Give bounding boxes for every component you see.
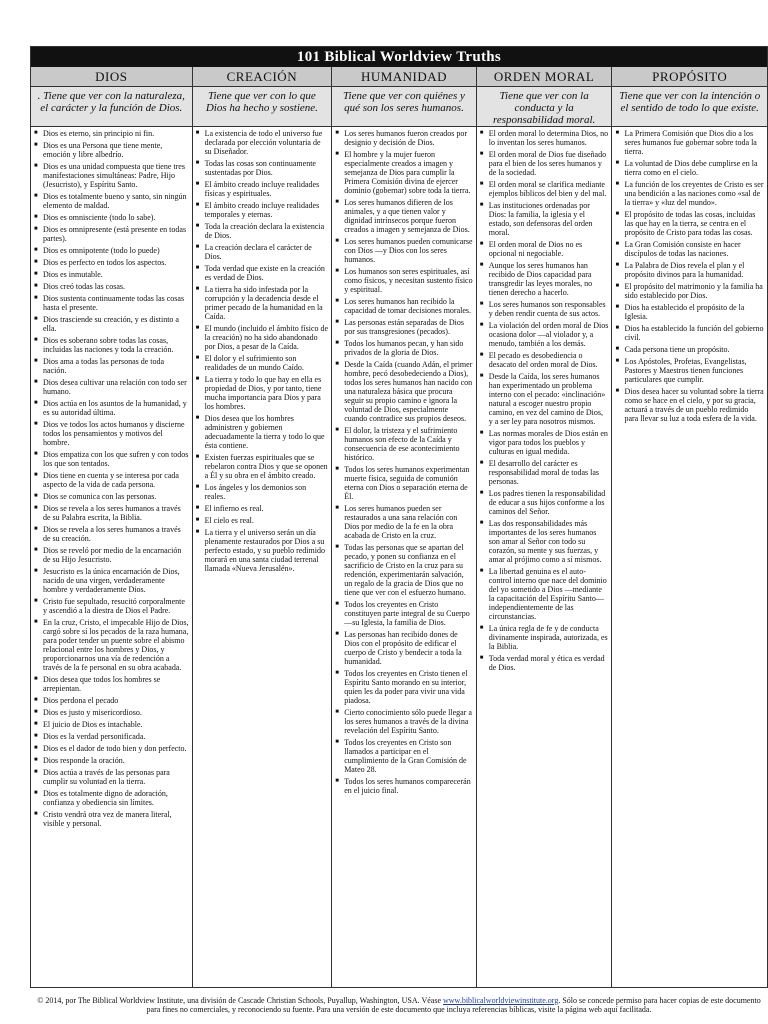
truth-item: ■ Dios es la verdad personificada. (34, 732, 189, 741)
truth-item: ■ La función de los creyentes de Cristo es ser una bendición a las naciones como «sal de la tierra» y «luz del mundo». (615, 180, 764, 207)
truth-item: ■ Todos los creyentes en Cristo constituyen parte integral de su Cuerpo —su Iglesia, la familia de Dios. (335, 600, 473, 627)
truth-item: ■ El orden moral de Dios fue diseñado para el bien de los seres humanos y de la sociedad. (480, 150, 609, 177)
truth-item: ■ La voluntad de Dios debe cumplirse en la tierra como en el cielo. (615, 159, 764, 177)
truth-item: ■ Dios actúa en los asuntos de la humanidad, y es su autoridad última. (34, 399, 189, 417)
truth-item: ■ Todas las personas que se apartan del pecado, y ponen su confianza en el sacrificio de Cristo en la cruz para su redención, experimentarán salvación, un regalo de la gracia de Dios que no tiene que ver con el esfuerzo humano. (335, 543, 473, 597)
header-proposito: PROPÓSITO (652, 69, 728, 84)
truth-item: ■ La existencia de todo el universo fue declarada por elección voluntaria de su Diseñador. (196, 129, 329, 156)
truth-item: ■ El orden moral se clarifica mediante ejemplos bíblicos del bien y del mal. (480, 180, 609, 198)
truth-item: ■ Toda la creación declara la existencia de Dios. (196, 222, 329, 240)
header-humanidad: HUMANIDAD (332, 67, 477, 86)
website-link[interactable]: www.biblicalworldviewinstitute.org (443, 996, 559, 1005)
truth-item: ■ La libertad genuina es el auto-control interno que nace del dominio del yo sometido a Dios —mediante la capacitación del Espíritu Santo— independientemente de las circunstancias. (480, 567, 609, 621)
truth-list (615, 129, 764, 423)
truth-item: ■ Dios se comunica con las personas. (34, 492, 189, 501)
truth-item: ■ Jesucristo es la única encarnación de Dios, nacido de una virgen, verdaderamente hombre y verdaderamente Dios. (34, 567, 189, 594)
truth-item: ■ Dios es una Persona que tiene mente, emoción y libre albedrío. (34, 141, 189, 159)
truth-item: ■ El ámbito creado incluye realidades físicas y espirituales. (196, 180, 329, 198)
truth-item: ■ La tierra y el universo serán un día plenamente restaurados por Dios a su perfecto estado, y su pueblo redimido morará en una santa ciudad terrenal llamada «Nueva Jerusalén». (196, 528, 329, 573)
truth-item: ■ El propósito del matrimonio y la familia ha sido establecido por Dios. (615, 282, 764, 300)
truth-item: ■ Dios responde la oración. (34, 756, 189, 765)
truth-item: ■ La violación del orden moral de Dios ocasiona dolor —al violador y, a menudo, también a los demás. (480, 321, 609, 348)
truth-item: ■ Las normas morales de Dios están en vigor para todos los pueblos y culturas en igual medida. (480, 429, 609, 456)
truth-item: ■ Dios se revela a los seres humanos a través de su Palabra escrita, la Biblia. (34, 504, 189, 522)
truth-item: ■ Dios sustenta continuamente todas las cosas hasta el presente. (34, 294, 189, 312)
truth-item: ■ Dios actúa a través de las personas para cumplir su voluntad en la tierra. (34, 768, 189, 786)
truth-item: ■ Los humanos son seres espirituales, así como físicos, y necesitan sustento físico y espiritual. (335, 267, 473, 294)
truth-item: ■ Toda verdad moral y ética es verdad de Dios. (480, 654, 609, 672)
truth-item: ■ Aunque los seres humanos han recibido de Dios capacidad para transgredir las leyes morales, no tienen derecho a hacerlo. (480, 261, 609, 297)
page-title: 101 Biblical Worldview Truths (31, 47, 767, 67)
header-dios: DIOS (31, 67, 193, 86)
description-proposito: Tiene que ver con la intención o el sentido de todo lo que existe. (612, 87, 767, 126)
truth-item: ■ La Primera Comisión que Dios dio a los seres humanos fue gobernar sobre toda la tierra. (615, 129, 764, 156)
truth-item: ■ Dios es perfecto en todos los aspectos. (34, 258, 189, 267)
truth-item: ■ El pecado es desobediencia o desacato del orden moral de Dios. (480, 351, 609, 369)
description-dios: . Tiene que ver con la naturaleza, el carácter y la función de Dios. (31, 87, 193, 126)
truth-item: ■ El mundo (incluido el ámbito físico de la creación) no ha sido abandonado por Dios, a pesar de la Caída. (196, 324, 329, 351)
truth-item: ■ Las personas han recibido dones de Dios con el propósito de edificar el cuerpo de Cristo y bendecir a toda la humanidad. (335, 630, 473, 666)
truth-item: ■ Dios trasciende su creación, y es distinto a ella. (34, 315, 189, 333)
truth-item: ■ Existen fuerzas espirituales que se rebelaron contra Dios y que se oponen a Él y su obra en el ámbito creado. (196, 453, 329, 480)
truth-item: ■ Dios desea cultivar una relación con todo ser humano. (34, 378, 189, 396)
truth-item: ■ Los seres humanos han recibido la capacidad de tomar decisiones morales. (335, 297, 473, 315)
truth-item: ■ Todos los creyentes en Cristo tienen el Espíritu Santo morando en su interior, quien les da poder para vivir una vida piadosa. (335, 669, 473, 705)
truth-list (196, 129, 329, 573)
truth-item: ■ Dios es soberano sobre todas las cosas, incluidas las naciones y toda la creación. (34, 336, 189, 354)
header-orden-moral: ORDEN MORAL (477, 67, 613, 86)
truth-item: ■ Los ángeles y los demonios son reales. (196, 483, 329, 501)
truth-item: ■ Todos los seres humanos comparecerán en el juicio final. (335, 777, 473, 795)
truth-item: ■ Las dos responsabilidades más importantes de los seres humanos son amar al Señor con todo su corazón, su mente y sus fuerzas, y amar al prójimo como a sí mismos. (480, 519, 609, 564)
truth-item: ■ Cierto conocimiento sólo puede llegar a los seres humanos a través de la divina revelación del Espíritu Santo. (335, 708, 473, 735)
description-humanidad: Tiene que ver con quiénes y qué son los seres humanos. (332, 87, 477, 126)
truth-item: ■ Los seres humanos fueron creados por designio y decisión de Dios. (335, 129, 473, 147)
truth-item: ■ Dios ha establecido el propósito de la Iglesia. (615, 303, 764, 321)
truth-item: ■ La tierra ha sido infestada por la corrupción y la decadencia desde el primer pecado de la humanidad en la Caída. (196, 285, 329, 321)
truth-item: ■ La Gran Comisión consiste en hacer discípulos de todas las naciones. (615, 240, 764, 258)
truth-item: ■ Los Apóstoles, Profetas, Evangelistas, Pastores y Maestros tienen funciones particulares que cumplir. (615, 357, 764, 384)
truth-item: ■ Dios ama a todas las personas de toda nación. (34, 357, 189, 375)
truth-item: ■ Todas las cosas son continuamente sustentadas por Dios. (196, 159, 329, 177)
truth-item: ■ Desde la Caída, los seres humanos han experimentado un problema interno con el pecado: «inclinación» natural a escoger nuestro propio camino, en vez del camino de Dios, y a ser ley para nosotros mismos. (480, 372, 609, 426)
truth-list (34, 129, 189, 828)
truth-item: ■ Dios creó todas las cosas. (34, 282, 189, 291)
truth-item: ■ Dios es una unidad compuesta que tiene tres manifestaciones simultáneas: Padre, Hijo (Jesucristo), y Espíritu Santo. (34, 162, 189, 189)
column-dios (31, 127, 193, 987)
truth-item: ■ Todos los creyentes en Cristo son llamados a participar en el cumplimiento de la Gran Comisión de Mateo 28. (335, 738, 473, 774)
truth-item: ■ Dios empatiza con los que sufren y con todos los que son tentados. (34, 450, 189, 468)
truth-item: ■ Dios es justo y misericordioso. (34, 708, 189, 717)
truth-item: ■ El orden moral de Dios no es opcional ni negociable. (480, 240, 609, 258)
truth-item: ■ Dios ha establecido la función del gobierno civil. (615, 324, 764, 342)
truth-item: ■ Dios se reveló por medio de la encarnación de su Hijo Jesucristo. (34, 546, 189, 564)
truth-item: ■ Los seres humanos pueden comunicarse con Dios —y Dios con los seres humanos. (335, 237, 473, 264)
column-orden-moral (477, 127, 613, 987)
truth-item: ■ Todos los humanos pecan, y han sido privados de la gloria de Dios. (335, 339, 473, 357)
footer-text-before: © 2014, por The Biblical Worldview Institute, una división de Cascade Christian Schools, Puyallup, Washington, USA. Véase (37, 996, 443, 1005)
truth-item: ■ Las instituciones ordenadas por Dios: la familia, la iglesia y el estado, son defensoras del orden moral. (480, 201, 609, 237)
truth-item: ■ El dolor y el sufrimiento son realidades de un mundo Caído. (196, 354, 329, 372)
truth-list (335, 129, 473, 795)
truth-item: ■ El infierno es real. (196, 504, 329, 513)
copyright-footer (30, 996, 768, 1014)
truth-item: ■ Cristo vendrá otra vez de manera literal, visible y personal. (34, 810, 189, 828)
truth-item: ■ El orden moral lo determina Dios, no lo inventan los seres humanos. (480, 129, 609, 147)
description-orden-moral: Tiene que ver con la conducta y la responsabilidad moral. (477, 87, 613, 126)
truth-item: ■ Dios es eterno, sin principio ni fin. (34, 129, 189, 138)
truth-list (480, 129, 609, 672)
truth-item: ■ Los seres humanos pueden ser restaurados a una sana relación con Dios por medio de la fe en la obra acabada de Cristo en la cruz. (335, 504, 473, 540)
truth-item: ■ En la cruz, Cristo, el impecable Hijo de Dios, cargó sobre sí los pecados de la raza humana, para poder tender un puente sobre el abismo relacional entre los hombres y Dios, y proporcionarnos una vía de redención a través de la fe personal en su obra acabada. (34, 618, 189, 672)
truth-item: ■ Dios ve todos los actos humanos y discierne todos los pensamientos y motivos del hombre. (34, 420, 189, 447)
truth-item: ■ Toda verdad que existe en la creación es verdad de Dios. (196, 264, 329, 282)
truth-item: ■ Los seres humanos difieren de los animales, y a que tienen valor y dignidad intrínsecos porque fueron creados a imagen y semejanza de Dios. (335, 198, 473, 234)
truth-item: ■ Dios desea que los hombres administren y gobiernen adecuadamente la tierra y todo lo que ésta contiene. (196, 414, 329, 450)
column-headers (31, 67, 767, 87)
column-creacion (193, 127, 333, 987)
truth-item: ■ El dolor, la tristeza y el sufrimiento humanos son efecto de la Caída y consecuencia de ese acontecimiento histórico. (335, 426, 473, 462)
truth-item: ■ El desarrollo del carácter es responsabilidad moral de todas las personas. (480, 459, 609, 486)
truth-item: ■ Dios es totalmente digno de adoración, confianza y obediencia sin límites. (34, 789, 189, 807)
truth-item: ■ El cielo es real. (196, 516, 329, 525)
truth-item: ■ Los padres tienen la responsabilidad de educar a sus hijos conforme a los caminos del Señor. (480, 489, 609, 516)
column-humanidad (332, 127, 477, 987)
truth-item: ■ Cada persona tiene un propósito. (615, 345, 764, 354)
truth-item: ■ Dios desea hacer su voluntad sobre la tierra como se hace en el cielo, y por su gracia, actuará a través de un pueblo redimido para llevar su luz a toda esfera de la vida. (615, 387, 764, 423)
truth-item: ■ La tierra y todo lo que hay en ella es propiedad de Dios, y por tanto, tiene mucha importancia para Dios y para los hombres. (196, 375, 329, 411)
truth-item: ■ Los seres humanos son responsables y deben rendir cuenta de sus actos. (480, 300, 609, 318)
truth-item: ■ La única regla de fe y de conducta divinamente inspirada, autorizada, es la Biblia. (480, 624, 609, 651)
truth-item: ■ Todos los seres humanos experimentan muerte física, seguida de comunión eterna con Dios o separación eterna de Él. (335, 465, 473, 501)
description-creacion: Tiene que ver con lo que Dios ha hecho y sostiene. (193, 87, 333, 126)
header-creacion: CREACIÓN (193, 67, 333, 86)
truth-item: ■ El hombre y la mujer fueron especialmente creados a imagen y semejanza de Dios para cumplir la Primera Comisión divina de ejercer dominio (gobernar) sobre toda la tierra. (335, 150, 473, 195)
truth-item: ■ La Palabra de Dios revela el plan y el propósito divinos para la humanidad. (615, 261, 764, 279)
truth-item: ■ El propósito de todas las cosas, incluidas las que hay en la tierra, se centra en el propósito de Cristo para todas las cosas. (615, 210, 764, 237)
column-descriptions (31, 87, 767, 127)
truth-item: ■ El juicio de Dios es intachable. (34, 720, 189, 729)
truth-item: ■ Dios tiene en cuenta y se interesa por cada aspecto de la vida de cada persona. (34, 471, 189, 489)
footer-text-after: . Sólo se concede permiso para hacer copias de este documento para fines no comerciales, y reconociendo su fuente. Para una versión de este documento que incluya referencias bíblicas, visite la página web aquí facilitada. (146, 996, 761, 1014)
column-proposito (612, 127, 767, 987)
truth-columns (31, 127, 767, 987)
truth-item: ■ Dios es el dador de todo bien y don perfecto. (34, 744, 189, 753)
truth-item: ■ Dios es inmutable. (34, 270, 189, 279)
worldview-sheet (30, 46, 768, 988)
truth-item: ■ Dios se revela a los seres humanos a través de su creación. (34, 525, 189, 543)
truth-item: ■ Desde la Caída (cuando Adán, el primer hombre, pecó desobedeciendo a Dios), todos los seres humanos han nacido con una naturaleza básica que procura seguir su propio camino e ignora la voluntad de Dios, especialmente cuando contradice sus propios deseos. (335, 360, 473, 423)
truth-item: ■ Dios es totalmente bueno y santo, sin ningún elemento de maldad. (34, 192, 189, 210)
truth-item: ■ Dios es omnipresente (está presente en todas partes). (34, 225, 189, 243)
truth-item: ■ La creación declara el carácter de Dios. (196, 243, 329, 261)
truth-item: ■ Las personas están separadas de Dios por sus transgresiones (pecados). (335, 318, 473, 336)
truth-item: ■ Cristo fue sepultado, resucitó corporalmente y ascendió a la diestra de Dios el Padre. (34, 597, 189, 615)
truth-item: ■ El ámbito creado incluye realidades temporales y eternas. (196, 201, 329, 219)
truth-item: ■ Dios desea que todos los hombres se arrepientan. (34, 675, 189, 693)
truth-item: ■ Dios es omnipotente (todo lo puede) (34, 246, 189, 255)
truth-item: ■ Dios perdona el pecado (34, 696, 189, 705)
truth-item: ■ Dios es omnisciente (todo lo sabe). (34, 213, 189, 222)
